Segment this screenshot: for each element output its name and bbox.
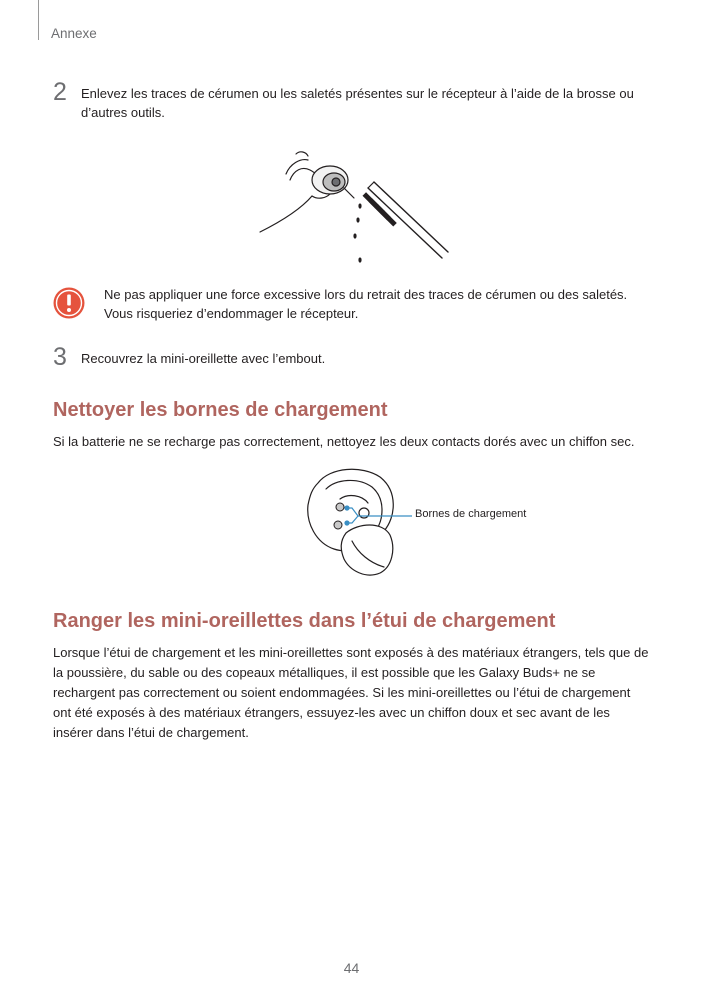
warning-line: Ne pas appliquer une force excessive lors du retrait des traces de cérumen ou des saletés. [104, 287, 628, 302]
brush-handle [368, 188, 442, 258]
warning-icon [53, 287, 85, 319]
warning-text [104, 285, 674, 323]
section-title: Ranger les mini-oreillettes dans l’étui de chargement [53, 610, 556, 632]
section-body: Lorsque l’étui de chargement et les mini-oreillettes sont exposés à des matériaux étrangers, tels que de la poussière, du sable ou des copeaux métalliques, il est possible que les Galaxy Buds+ ne se rechargent pas correctement ou soient endommagées. Si les mini-oreillettes ou l’étui de chargement ont été exposés à des matériaux étrangers, essuyez-les avec un chiffon doux et sec avant de les insérer dans l’étui de chargement. [53, 645, 649, 740]
header-rule [38, 0, 39, 40]
brush-bristles [363, 192, 397, 226]
page-number: 44 [343, 960, 360, 976]
earbud-contacts-illustration [300, 463, 415, 585]
callout-label: Bornes de chargement [415, 508, 527, 520]
debris-particles [353, 203, 361, 262]
charging-contact [336, 503, 344, 511]
section-body: Si la batterie ne se recharge pas correctement, nettoyez les deux contacts dorés avec un chiffon sec. [53, 434, 635, 449]
charging-contact [334, 521, 342, 529]
warning-line: Vous risqueriez d’endommager le récepteur. [104, 306, 359, 321]
section-header: Annexe [51, 26, 97, 41]
hand-outline [260, 196, 312, 232]
step-text: Recouvrez la mini-oreillette avec l’embout. [81, 351, 326, 366]
step-number: 2 [53, 78, 67, 106]
ear-tip [341, 525, 393, 575]
section-title: Nettoyer les bornes de chargement [53, 399, 388, 421]
step-number: 3 [53, 343, 67, 371]
step-text: Enlevez les traces de cérumen ou les saletés présentes sur le récepteur à l’aide de la brosse ou d’autres outils. [81, 86, 634, 120]
earbud-cleaning-illustration [250, 140, 450, 270]
